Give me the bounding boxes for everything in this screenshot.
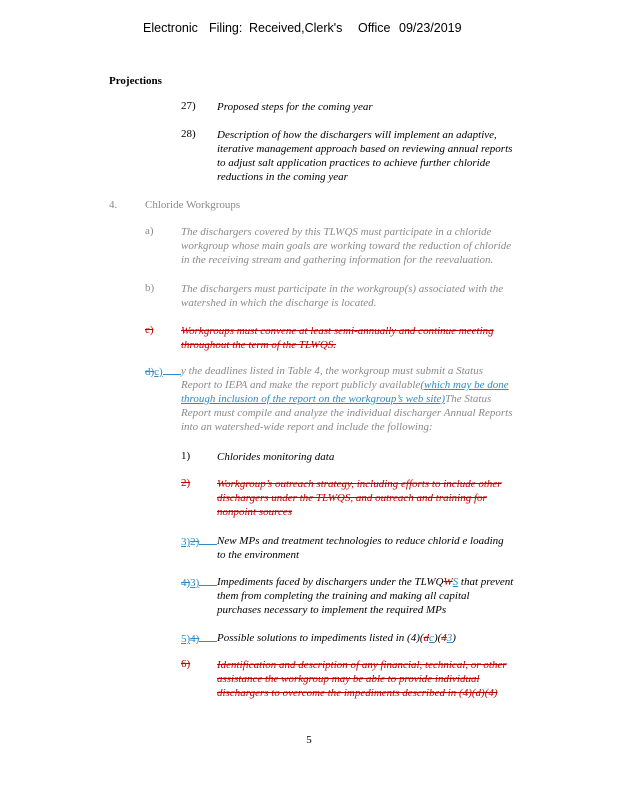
header-received: Received,Clerk's — [249, 21, 343, 35]
item-28-number: 28) — [181, 128, 196, 140]
item-c-text-deleted: Workgroups must convene at least semi-annually and continue meeting throughout the term of the TLWQS. — [181, 325, 494, 351]
sub-item-1-number: 1) — [181, 450, 191, 462]
insertion-blank — [163, 364, 181, 375]
sub-item-6-text-deleted: Identification and description of any financial, technical, or other assistance the workgroup may be able to provide individual dischargers to overcome the impediments described in (4)(d)(4) — [217, 659, 507, 699]
item-d-old-number: d) — [145, 366, 155, 378]
item-d-new-number: c) — [154, 366, 163, 378]
inserted-text: (which may be done — [420, 379, 509, 391]
sub-item-1-text: Chlorides monitoring data — [217, 451, 335, 463]
item-d-text: y the deadlines listed in Table 4, the workgroup must submit a Status Report to IEPA and make the report publicly available(which may be done through inclusion of the report on the workgroup’s web site)The Status Report must compile and analyze the individual discharger Annual Reports into an watershed-wide report and include the following: — [181, 365, 513, 433]
item-b-text: The dischargers must participate in the workgroup(s) associated with the watershed in which the discharge is located. — [181, 283, 504, 309]
header-electronic: Electronic — [143, 21, 198, 35]
header-filing: Filing: — [209, 21, 243, 35]
inserted-text-2: through inclusion of the report on the workgroup’s web site) — [181, 393, 446, 405]
item-d-number — [145, 364, 181, 378]
item-a-number: a) — [145, 225, 154, 237]
sub-item-4-text: Impediments faced by dischargers under the TLWQWS that prevent them from completing the training and making all capital purchases necessary to implement the required MPs — [217, 576, 514, 616]
sub-item-5-text: Possible solutions to impediments listed in (4)(dc)(43) — [217, 632, 456, 644]
sub-item-3-number: 3)2) — [181, 534, 217, 548]
header-office: Office — [358, 21, 391, 35]
sub-item-2-text-deleted: Workgroup’s outreach strategy, including efforts to include other dischargers under the TLWQS, and outreach and training for nonpoint sources — [217, 478, 502, 518]
section-4-title: Chloride Workgroups — [145, 199, 241, 211]
sub-item-6-number-deleted: 6) — [181, 658, 191, 670]
sub-item-4-number: 4)3) — [181, 575, 217, 589]
page-number: 5 — [306, 734, 312, 746]
sub-item-3-text: New MPs and treatment technologies to reduce chlorid e loading to the environment — [217, 535, 504, 561]
item-27-text: Proposed steps for the coming year — [217, 101, 373, 113]
section-4-number: 4. — [109, 199, 118, 211]
sub-item-5-number: 5)4) — [181, 631, 217, 645]
item-28-text: Description of how the dischargers will implement an adaptive, iterative management approach based on reviewing annual reports to adjust salt application practices to achieve further chloride reductions in the coming year — [217, 129, 513, 183]
header-date: 09/23/2019 — [399, 21, 462, 35]
item-27-number: 27) — [181, 100, 196, 112]
item-b-number: b) — [145, 282, 155, 294]
sub-item-2-number-deleted: 2) — [181, 477, 191, 489]
section-title: Projections — [109, 75, 162, 87]
item-c-number-deleted: c) — [145, 324, 154, 336]
item-a-text: The dischargers covered by this TLWQS must participate in a chloride workgroup whose main goals are working toward the reduction of chloride in the receiving stream and gathering information for the reevaluation. — [181, 226, 512, 266]
